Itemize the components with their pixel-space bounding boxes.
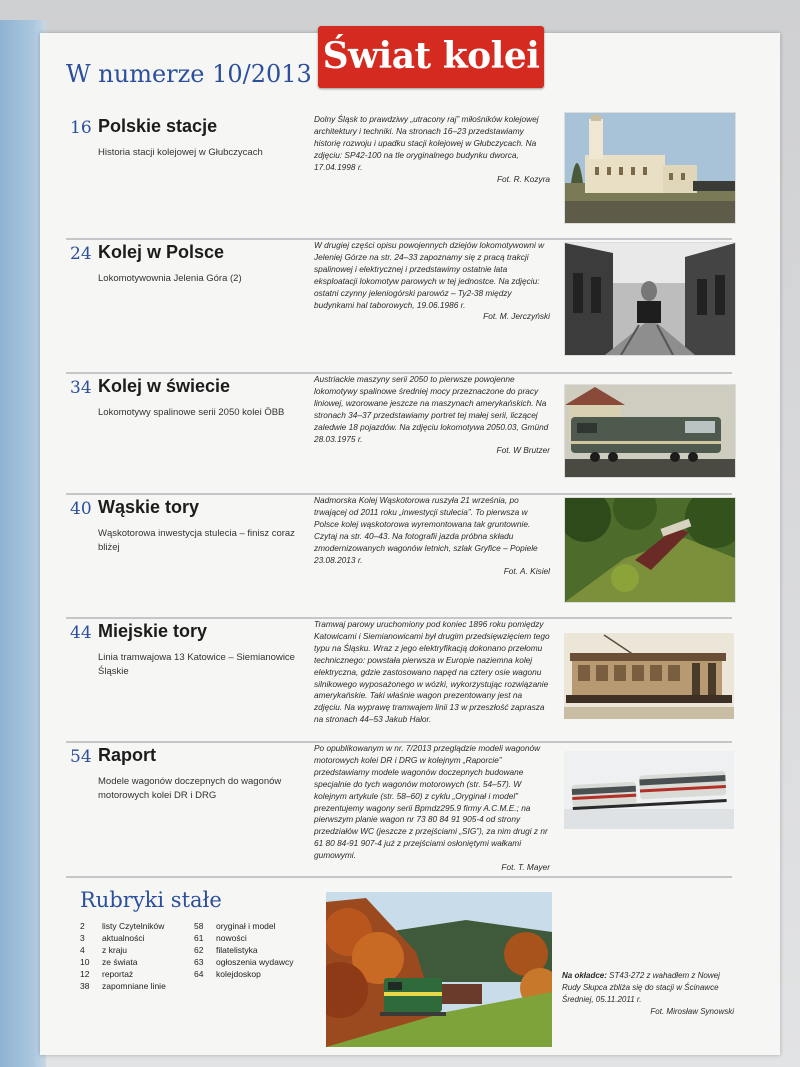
diesel-locomotive-photo [564, 384, 736, 478]
rubryki-title: Rubryki stałe [80, 888, 222, 912]
section-title: Polskie stacje [98, 116, 218, 136]
section-subtitle: Lokomotywy spalinowe serii 2050 kolei ÖBB [98, 407, 285, 418]
section-description [314, 743, 550, 874]
rubryki-item[interactable]: 2 listy Czytelników [80, 921, 165, 931]
rubryki-column-2 [194, 920, 293, 980]
cover-label: Na okładce: [562, 971, 607, 980]
section-description [314, 374, 550, 457]
description-text: W drugiej części opisu powojennych dziejów lokomotywowni w Jeleniej Górze na str. 24–33 zapoznamy się z pracą trakcji spalinowej i elektrycznej i przedstawimy ostatnie lata eksploatacji lokomotyw parowych w tej jednostce. Na zdjęciu: ostatni czynny jeleniogórski parowóz – Ty2-38 między budynkami hal taborowych, 19.06.1986 r. [314, 240, 545, 310]
section-description [314, 114, 550, 185]
rubryki-item[interactable]: 58 oryginał i model [194, 921, 276, 931]
section-subtitle: Linia tramwajowa 13 Katowice – Siemianowice Śląskie [98, 652, 295, 677]
toc-entry[interactable] [66, 493, 746, 608]
section-subtitle: Modele wagonów doczepnych do wagonów motorowych kolei DR i DRG [98, 776, 282, 801]
rubryki-item[interactable]: 3 aktualności [80, 933, 145, 944]
page-number: 54 [70, 747, 92, 767]
description-text: Tramwaj parowy uruchomiony pod koniec 1896 roku pomiędzy Katowicami i Siemianowicami był drugim przedsięwzięciem tego typu na Śląsku. Wraz z jego elektryfikacją dokonano przełomu technicznego: powstała pierwsza w Europie naziemna kolej elektryczna, gdzie zastosowano napęd na cztery osie wagonu silnikowego wyposażonego w wózki, wykorzystując rozwiązanie amerykańskie. Taki właśnie wagon prezentowany jest na zdjęciu. Na wyprawę tramwajem linii 13 w przeszłość zaprasza na stronach 44–53 Jakub Halor. [314, 619, 550, 725]
photo-credit: Fot. A. Kisiel [503, 566, 550, 577]
description-text: Dolny Śląsk to prawdziwy „utracony raj” miłośników kolejowej architektury i techniki. Na stronach 16–23 przedstawiamy historię rozwoju i upadku stacji kolejowej w Głubczycach. Na zdjęciu: SP42-100 na tle oryginalnego budynku dworca, 17.04.1998 r. [314, 114, 539, 172]
section-subtitle: Lokomotywownia Jelenia Góra (2) [98, 273, 242, 284]
steam-locomotive-depot-photo [564, 242, 736, 356]
page-number: 24 [70, 244, 92, 264]
rubryki-item[interactable]: 38 zapomniane linie [80, 981, 166, 992]
magazine-logo [318, 26, 544, 88]
photo-credit: Fot. T. Mayer [501, 862, 550, 873]
section-divider [66, 876, 732, 878]
section-subtitle: Historia stacji kolejowej w Głubczycach [98, 147, 263, 158]
description-text: Austriackie maszyny serii 2050 to pierwsze powojenne lokomotywy spalinowe średniej mocy przeznaczone do pracy liniowej, wzorowane jeszcze na maszynach amerykańskich. Na stronach 34–37 przedstawiamy portret tej małej serii, liczącej zaledwie 18 pojazdów. Na zdjęciu lokomotywa 2050.03, Gmünd 28.03.1975 r. [314, 374, 549, 444]
cover-caption [562, 970, 734, 1018]
section-title: Raport [98, 745, 156, 765]
section-description [314, 619, 550, 726]
description-text: Nadmorska Kolej Wąskotorowa ruszyła 21 września, po trwającej od 2011 roku „inwestycji stulecia”. To pierwsza w Polsce kolej wąskotorowa wyremontowana tak gruntownie. Czytaj na str. 40–43. Na fotografii jazda próbna składu zmodernizowanych wagonów letnich, szlak Gryfice – Popiele 23.08.2013 r. [314, 495, 538, 565]
page-number: 34 [70, 378, 92, 398]
photo-credit: Fot. W Brutzer [496, 445, 550, 456]
rubryki-item[interactable]: 61 nowości [194, 933, 247, 944]
section-description [314, 495, 550, 578]
rubryki-item[interactable]: 64 kolejdoskop [194, 969, 261, 980]
historic-tram-photo [564, 633, 734, 719]
rubryki-item[interactable]: 10 ze świata [80, 957, 138, 968]
rubryki-item[interactable]: 12 reportaż [80, 969, 134, 980]
page-number: 40 [70, 499, 92, 519]
section-subtitle: Wąskotorowa inwestycja stulecia – finisz coraz bliżej [98, 528, 295, 553]
description-text: Po opublikowanym w nr. 7/2013 przeglądzie modeli wagonów motorowych kolei DR i DRG w kolejnym „Raporcie” przedstawiamy modele wagonów doczepnych budowane specjalnie do tych wagonów motorowych (str. 54–57). W kolejnym artykule (str. 58–60) z cyklu „Oryginał i model” prezentujemy wagony serii Bpmdz295.9 firmy A.C.M.E.; na pierwszym planie wagon nr 73 80 84 91 905-4 od strony przedziałów WC (jeszcze z przejściami „SIG”), za nim drugi z nr 61 80 84-91 907-4 już z przejściami osłoniętymi wałkami gumowymi. [314, 743, 548, 861]
section-title: Kolej w świecie [98, 376, 231, 396]
section-title: Wąskie tory [98, 497, 200, 517]
rubryki-item[interactable]: 62 filatelistyka [194, 945, 258, 956]
toc-entry[interactable] [66, 372, 746, 484]
section-title: Miejskie tory [98, 621, 208, 641]
cover-caption-text: ST43-272 z wahadłem z Nowej Rudy Słupca zbliża się do stacji w Ścinawce Średniej, 05.11.2011 r. [562, 971, 720, 1004]
rubryki-column-1 [80, 920, 166, 993]
section-description [314, 240, 550, 323]
section-title: Kolej w Polsce [98, 242, 225, 262]
logo-text: Świat kolei [322, 35, 540, 77]
cover-photo [326, 892, 552, 1047]
photo-credit: Fot. M. Jerczyński [483, 311, 550, 322]
photo-credit: Fot. Mirosław Synowski [650, 1007, 734, 1016]
rubryki-item[interactable]: 4 z kraju [80, 945, 128, 956]
toc-entry[interactable] [66, 741, 746, 873]
narrow-gauge-train-photo [564, 497, 736, 603]
issue-title: W numerze 10/2013 [66, 60, 312, 88]
photo-credit: Fot. R. Kozyra [496, 173, 550, 184]
station-building-photo [564, 112, 736, 224]
rubryki-item[interactable]: 63 ogłoszenia wydawcy [194, 957, 294, 968]
model-wagons-photo [564, 751, 734, 829]
toc-entry[interactable] [66, 617, 746, 739]
toc-entry[interactable] [66, 238, 746, 360]
page-number: 44 [70, 623, 92, 643]
toc-entry[interactable] [66, 112, 746, 227]
page-number: 16 [70, 118, 92, 138]
